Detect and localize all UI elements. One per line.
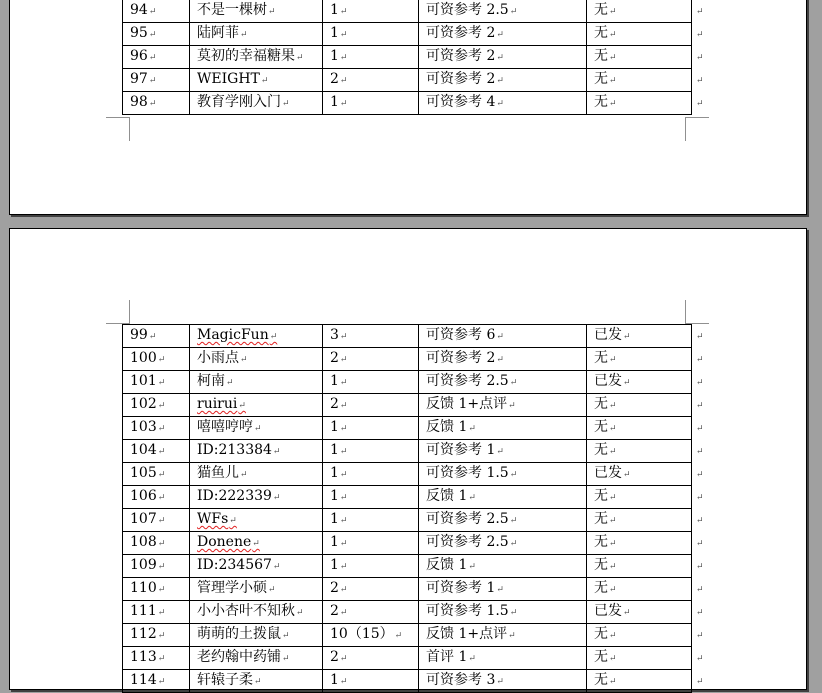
feedback-cell: 可资参考 2.5 ↵ [419,509,587,532]
row-end-mark: ↵ [696,75,704,86]
feedback-cell: 可资参考 2 ↵ [419,46,587,69]
data-table-page1 [122,0,692,115]
row-end-mark: ↵ [696,538,704,549]
crop-mark-top-left-v [129,300,130,324]
feedback-cell: 可资参考 4 ↵ [419,92,587,115]
count-cell: 1 ↵ [323,23,419,46]
row-number-cell: 114 ↵ [123,670,190,693]
gift-status-cell: 无 ↵ [587,69,692,92]
name-cell: WFs ↵ [190,509,323,532]
row-end-mark: ↵ [696,446,704,457]
feedback-cell: 反馈 1 ↵ [419,486,587,509]
gift-status-cell: 已发 ↵ [587,371,692,394]
name-cell: Donene ↵ [190,532,323,555]
gift-status-cell: 无 ↵ [587,624,692,647]
count-cell: 1 ↵ [323,371,419,394]
crop-mark-bottom-left-h [106,117,130,118]
row-number-cell: 113 ↵ [123,647,190,670]
row-end-mark: ↵ [696,607,704,618]
row-end-mark: ↵ [696,630,704,641]
table-row [123,69,692,92]
crop-mark-bottom-left-v [129,117,130,141]
name-cell: 萌萌的土拨鼠 ↵ [190,624,323,647]
name-cell: 小小杏叶不知秋 ↵ [190,601,323,624]
table-row [123,0,692,23]
count-cell: 1 ↵ [323,463,419,486]
gift-status-cell: 无 ↵ [587,670,692,693]
count-cell: 1 ↵ [323,440,419,463]
crop-mark-bottom-right-v [685,117,686,141]
table-row [123,440,692,463]
name-cell: ID:222339 ↵ [190,486,323,509]
row-number-cell: 97 ↵ [123,69,190,92]
row-end-mark: ↵ [696,492,704,503]
row-number-cell: 94 ↵ [123,0,190,23]
name-cell: 柯南 ↵ [190,371,323,394]
name-cell: 嘻嘻哼哼 ↵ [190,417,323,440]
name-cell: ID:234567 ↵ [190,555,323,578]
gift-status-cell: 无 ↵ [587,0,692,23]
gift-status-cell: 无 ↵ [587,486,692,509]
row-number-cell: 108 ↵ [123,532,190,555]
gift-status-cell: 无 ↵ [587,509,692,532]
table-row [123,555,692,578]
count-cell: 1 ↵ [323,417,419,440]
row-number-cell: 105 ↵ [123,463,190,486]
count-cell: 2 ↵ [323,348,419,371]
count-cell: 1 ↵ [323,555,419,578]
row-end-mark: ↵ [696,6,704,17]
gift-status-cell: 无 ↵ [587,46,692,69]
row-number-cell: 106 ↵ [123,486,190,509]
feedback-cell: 可资参考 3 ↵ [419,670,587,693]
count-cell: 1 ↵ [323,509,419,532]
row-end-mark: ↵ [696,331,704,342]
feedback-cell: 可资参考 2.5 ↵ [419,532,587,555]
row-end-mark: ↵ [696,354,704,365]
row-number-cell: 104 ↵ [123,440,190,463]
row-number-cell: 110 ↵ [123,578,190,601]
data-table-page2 [122,324,692,693]
count-cell: 2 ↵ [323,647,419,670]
feedback-cell: 可资参考 1.5 ↵ [419,601,587,624]
row-number-cell: 98 ↵ [123,92,190,115]
table-row [123,92,692,115]
gift-status-cell: 无 ↵ [587,440,692,463]
table-row [123,348,692,371]
table-row [123,509,692,532]
feedback-cell: 可资参考 1 ↵ [419,578,587,601]
row-number-cell: 111 ↵ [123,601,190,624]
row-end-mark: ↵ [696,377,704,388]
feedback-cell: 反馈 1 ↵ [419,417,587,440]
row-end-mark: ↵ [696,653,704,664]
gift-status-cell: 已发 ↵ [587,601,692,624]
gift-status-cell: 无 ↵ [587,555,692,578]
count-cell: 2 ↵ [323,578,419,601]
count-cell: 2 ↵ [323,69,419,92]
table-row [123,463,692,486]
feedback-cell: 可资参考 6 ↵ [419,325,587,348]
row-end-mark: ↵ [696,515,704,526]
gift-status-cell: 已发 ↵ [587,325,692,348]
row-end-mark: ↵ [696,29,704,40]
row-end-mark: ↵ [696,400,704,411]
gift-status-cell: 无 ↵ [587,92,692,115]
feedback-cell: 首评 1 ↵ [419,647,587,670]
name-cell: 陆阿菲 ↵ [190,23,323,46]
row-number-cell: 109 ↵ [123,555,190,578]
name-cell: ID:213384 ↵ [190,440,323,463]
name-cell: 管理学小硕 ↵ [190,578,323,601]
row-end-mark: ↵ [696,676,704,687]
name-cell: ruirui ↵ [190,394,323,417]
table-row [123,578,692,601]
crop-mark-top-right-v [685,300,686,324]
row-number-cell: 101 ↵ [123,371,190,394]
name-cell: 小雨点 ↵ [190,348,323,371]
table-row [123,394,692,417]
count-cell: 1 ↵ [323,92,419,115]
gift-status-cell: 已发 ↵ [587,463,692,486]
name-cell: MagicFun ↵ [190,325,323,348]
name-cell: 老约翰中药铺 ↵ [190,647,323,670]
row-number-cell: 112 ↵ [123,624,190,647]
table-row [123,23,692,46]
row-number-cell: 107 ↵ [123,509,190,532]
row-number-cell: 96 ↵ [123,46,190,69]
table-row [123,46,692,69]
table-row [123,325,692,348]
table-row [123,670,692,693]
row-end-mark: ↵ [696,423,704,434]
count-cell: 1 ↵ [323,532,419,555]
gift-status-cell: 无 ↵ [587,647,692,670]
feedback-cell: 可资参考 2 ↵ [419,23,587,46]
row-number-cell: 103 ↵ [123,417,190,440]
feedback-cell: 反馈 1+点评 ↵ [419,624,587,647]
feedback-cell: 反馈 1 ↵ [419,555,587,578]
row-end-mark: ↵ [696,98,704,109]
feedback-cell: 可资参考 2.5 ↵ [419,0,587,23]
feedback-cell: 可资参考 2 ↵ [419,69,587,92]
gift-status-cell: 无 ↵ [587,23,692,46]
feedback-cell: 可资参考 1 ↵ [419,440,587,463]
row-number-cell: 99 ↵ [123,325,190,348]
feedback-cell: 可资参考 2 ↵ [419,348,587,371]
feedback-cell: 可资参考 1.5 ↵ [419,463,587,486]
row-end-mark: ↵ [696,584,704,595]
gift-status-cell: 无 ↵ [587,348,692,371]
table-row [123,486,692,509]
table-row [123,417,692,440]
table-row [123,371,692,394]
count-cell: 1 ↵ [323,670,419,693]
table-row [123,601,692,624]
crop-mark-bottom-right-h [685,117,709,118]
table-row [123,532,692,555]
name-cell: 轩辕子柔 ↵ [190,670,323,693]
row-end-mark: ↵ [696,52,704,63]
row-number-cell: 95 ↵ [123,23,190,46]
gift-status-cell: 无 ↵ [587,578,692,601]
count-cell: 1 ↵ [323,0,419,23]
count-cell: 10（15） ↵ [323,624,419,647]
name-cell: WEIGHT ↵ [190,69,323,92]
count-cell: 1 ↵ [323,46,419,69]
name-cell: 不是一棵树 ↵ [190,0,323,23]
count-cell: 3 ↵ [323,325,419,348]
count-cell: 2 ↵ [323,394,419,417]
row-number-cell: 102 ↵ [123,394,190,417]
row-end-mark: ↵ [696,469,704,480]
table-row [123,624,692,647]
table-row [123,647,692,670]
name-cell: 教育学刚入门 ↵ [190,92,323,115]
feedback-cell: 可资参考 2.5 ↵ [419,371,587,394]
document-page-top [9,0,807,215]
gift-status-cell: 无 ↵ [587,394,692,417]
count-cell: 1 ↵ [323,486,419,509]
gift-status-cell: 无 ↵ [587,417,692,440]
name-cell: 莫初的幸福糖果 ↵ [190,46,323,69]
document-page-bottom [9,228,807,690]
count-cell: 2 ↵ [323,601,419,624]
feedback-cell: 反馈 1+点评 ↵ [419,394,587,417]
gift-status-cell: 无 ↵ [587,532,692,555]
row-number-cell: 100 ↵ [123,348,190,371]
row-end-mark: ↵ [696,561,704,572]
name-cell: 猫鱼儿 ↵ [190,463,323,486]
